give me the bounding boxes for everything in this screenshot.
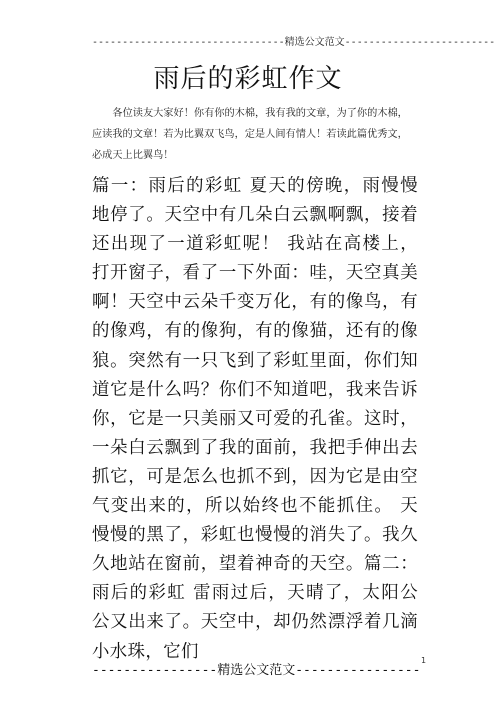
page-footer: ----------------精选公文范文----------------: [92, 663, 421, 678]
page-number: 1: [421, 656, 427, 665]
body-paragraph: 篇一：雨后的彩虹 夏天的傍晚，雨慢慢地停了。天空中有几朵白云飘啊飘，接着还出现了一道彩虹呢！ 我站在高楼上，打开窗子，看了一下外面：哇，天空真美啊！天空中云朵千变万化，有的像鸟，有的像鸡，有的像狗，有的像猫，还有的像狼。突然有一只飞到了彩虹里面，你们知道它是什么吗？你们不知道吧，我来告诉你，它是一只美丽又可爱的孔雀。这时，一朵白云飘到了我的面前，我把手伸出去抓它，可是怎么也抓不到，因为它是由空气变出来的，所以始终也不能抓住。 天慢慢的黑了，彩虹也慢慢的消失了。我久久地站在窗前，望着神奇的天空。篇二：雨后的彩虹 雷雨过后，天晴了，太阳公公又出来了。天空中，却仍然漂浮着几滴小水珠，它们: [92, 176, 418, 662]
intro-paragraph: 各位读友大家好！你有你的木棉，我有我的文章，为了你的木棉，应读我的文章！若为比翼双飞鸟，定是人间有情人！若读此篇优秀文，必成天上比翼鸟！: [92, 108, 408, 161]
document-title: 雨后的彩虹作文: [153, 64, 343, 94]
page-header: --------------------------------精选公文范文-------------------------: [92, 37, 496, 48]
